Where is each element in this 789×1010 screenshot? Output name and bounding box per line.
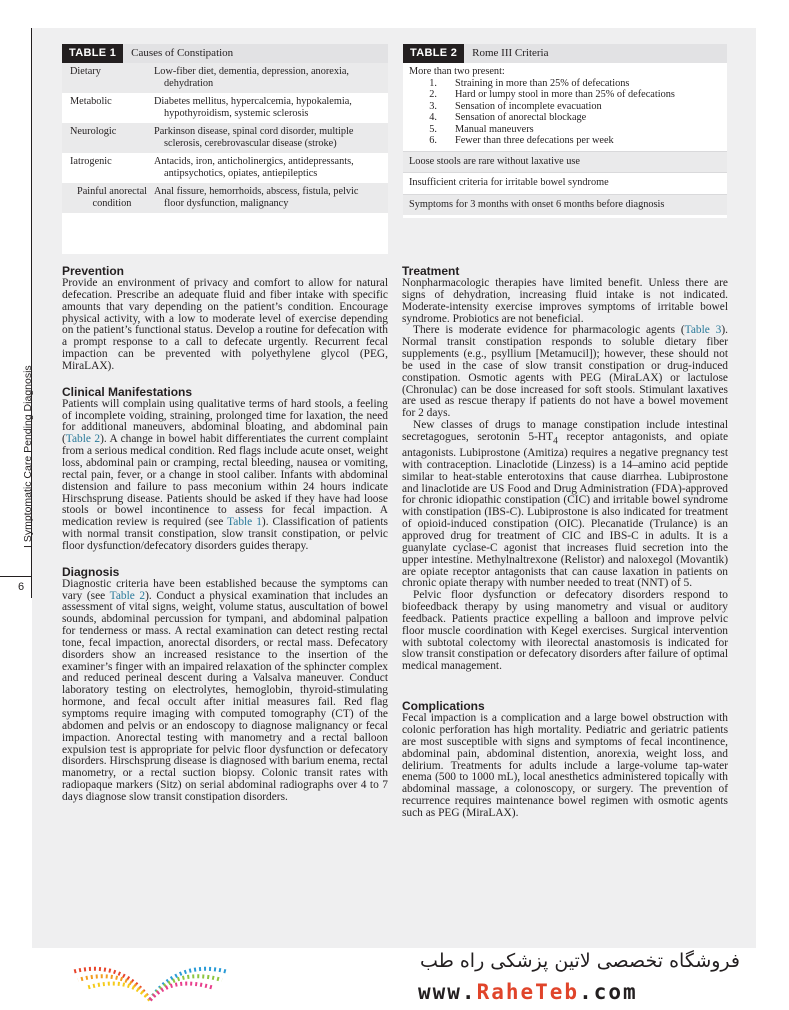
- item-text: Manual maneuvers: [455, 123, 534, 135]
- table-row: [62, 153, 388, 183]
- row-label: Metabolic: [70, 96, 112, 107]
- row-value: [154, 66, 388, 89]
- row-label: Neurologic: [70, 126, 117, 137]
- paragraph: Nonpharmacologic therapies have limited benefit. Unless there are signs of dehydration, increasing fluid intake is not indicated. Moderate-intensity exercise improves symptoms of irritable bowel syndrome. Probiotics are not beneficial.: [402, 277, 728, 325]
- section-heading-clinical-manifestations: Clinical Manifestations: [62, 384, 193, 399]
- text-run: New classes of drugs to manage constipation include intestinal secretagogues, serotonin 5-HT: [402, 419, 728, 443]
- page-number: 6: [18, 581, 25, 593]
- item-text: Straining in more than 25% of defecations: [455, 77, 630, 89]
- item-text: Hard or lumpy stool in more than 25% of defecations: [455, 89, 675, 100]
- section-heading-prevention: Prevention: [62, 264, 125, 278]
- paragraph: Fecal impaction is a complication and a large bowel obstruction with colonic perforation has high mortality. Pediatric and geriatric patients are most susceptible with signs and symptoms of fecal incontinence, abdominal pain, abdominal distention, anorexia, weight loss, and delirium. Treatments for adults include a large-volume tap-water enema (500 to 1000 mL), local anesthetics administered topically with abdominal massage, a colonoscopy, or surgery. The prevention of recurrence requires maintenance bowel regimen with osmotic agents such as PEG (MiraLAX).: [402, 712, 728, 819]
- table-row: Insufficient criteria for irritable bowel syndrome: [403, 172, 727, 194]
- section-heading-treatment: Treatment: [402, 264, 460, 278]
- table-row: Symptoms for 3 months with onset 6 months before diagnosis: [403, 194, 727, 216]
- text-column-right: [402, 264, 728, 820]
- side-rule: [0, 576, 31, 577]
- table-title: Rome III Criteria: [472, 46, 549, 59]
- row-value-line: Anal fissure, hemorrhoids, abscess, fistula, pelvic: [154, 186, 359, 197]
- item-number: 6.: [429, 135, 437, 146]
- item-number: 2.: [429, 89, 437, 100]
- list-item: [409, 135, 721, 151]
- item-number: 1.: [429, 77, 437, 89]
- paragraph: Provide an environment of privacy and comfort to allow for natural defecation. Prescribe an adequate fluid and fiber intake with specific amounts that vary depending on the patient’s condition. Encourage physical activity, with a low to moderate level of exercise depending on the patient’s functional status. Develop a routine for defecation with a prompt response to a call to defecate urgently. Recurrent fecal impaction can be prevented with polyethylene glycol (PEG, MiraLAX).: [62, 277, 388, 372]
- list-item: [409, 112, 721, 124]
- item-number: 4.: [429, 112, 437, 123]
- text-run: ). A change in bowel habit differentiates the current complaint from a serious medical condition. Red flags include acute onset, weight loss, abdominal pain or cramping, rectal bleeding, nausea or vomiting, rectal pain, fever, or a change in stool caliber. Infants with abdominal distension and failure to pass meconium within 24 hours indicate Hirschsprung disease. Patients should be asked if they have had loose stools or bowel incontinence to assess for fecal impaction. A medication review is required (see: [62, 433, 388, 529]
- store-url[interactable]: [418, 980, 638, 1004]
- row-value-line: antipsychotics, opiates, antiepileptics: [164, 167, 318, 179]
- row-value-line: sclerosis, cerebrovascular disease (stroke): [164, 137, 337, 149]
- table-row: [62, 123, 388, 153]
- table-row: [62, 183, 388, 213]
- list-item: [409, 124, 721, 136]
- table-title: Causes of Constipation: [131, 46, 234, 59]
- text-run: ). Normal transit constipation responds to soluble dietary fiber supplements (e.g., psyllium [Metamucil]); however, these should not be used in the case of slow transit constipation or drug-induced constipation. Osmotic agents with PEG (MiraLAX) or lactulose (Chronulac) can be dose increased for soft stools. Stimulant laxatives are used as rescue therapy if patients do not have a bowel movement for 2 days.: [402, 324, 728, 420]
- store-name: فروشگاه تخصصی لاتین پزشکی راه طب: [420, 950, 740, 972]
- book-logo-icon: [60, 950, 240, 1006]
- item-text: Fewer than three defecations per week: [455, 135, 614, 146]
- text-run: Diagnostic criteria have been established because the symptoms can vary (see: [62, 577, 388, 602]
- row-value-line: floor dysfunction, malignancy: [164, 197, 289, 209]
- table-row: Loose stools are rare without laxative use: [403, 151, 727, 173]
- running-head-chapter: I Symptomatic Care Pending Diagnosis: [22, 365, 34, 548]
- table-tag: TABLE 2: [403, 44, 464, 63]
- table-header: [62, 44, 388, 63]
- row-value-line: Antacids, iron, anticholinergics, antidepressants,: [154, 156, 354, 167]
- table-tag: TABLE 1: [62, 44, 123, 63]
- table-rome-iii-criteria: [403, 44, 727, 218]
- table-link[interactable]: Table 2: [65, 433, 101, 446]
- row-value: [154, 186, 388, 209]
- text-run: ). Classification of patients with normal transit constipation, slow transit constipation, or pelvic floor dysfunction/defecatory disorders guides therapy.: [62, 516, 388, 552]
- text-run: receptor antagonists, and opiate antagonists. Lubiprostone (Amitiza) requires a negative pregnancy test with contraception. Linaclotide (Linzess) is a 14–amino acid peptide similar to heat-stable enterotoxins that cause diarrhea. Lubiprostone and linaclotide are US Food and Drug Administration (FDA)-approved for chronic idiopathic constipation (CIC) and irritable bowel syndrome with constipation (IBS-C). Lubiprostone is also indicated for treatment of opioid-induced constipation (OIC). Plecanatide (Trulance) is an approved drug for treatment of CIC and IBS-C in adults. It is a guanylate cyclase-C agonist that increases fluid secretion into the upper intestine. Methylnaltrexone (Relistor) and naloxegol (Movantik) are opiate receptor antagonists that can cause laxation in patients on chronic opiate therapy with number needed to treat (NNT) of 5.: [402, 430, 729, 590]
- row-label: Painful anorectal condition: [76, 186, 148, 209]
- row-value-line: Low-fiber diet, dementia, depression, anorexia,: [154, 66, 349, 77]
- list-item: [409, 101, 721, 113]
- text-run: There is moderate evidence for pharmacologic agents (: [413, 324, 685, 337]
- table-link[interactable]: Table 2: [109, 589, 146, 602]
- subscript: 4: [553, 436, 558, 447]
- section-heading-complications: Complications: [402, 699, 485, 714]
- table-causes-of-constipation: [62, 44, 388, 254]
- text-column-left: [62, 264, 388, 804]
- row-value-line: dehydration: [164, 77, 214, 89]
- paragraph: [402, 420, 728, 590]
- table-link[interactable]: Table 3: [684, 324, 722, 337]
- row-value-line: hypothyroidism, systemic sclerosis: [164, 107, 309, 119]
- row-value: [154, 156, 388, 179]
- paragraph: Pelvic floor dysfunction or defecatory disorders respond to biofeedback therapy by using manometry and visual or auditory feedback. Patients practice expelling a balloon and improve pelvic floor muscle coordination with Kegel exercises. Surgical intervention with subtotal colectomy with ileorectal anastomosis is indicated for slow transit constipation or defecatory disorders after failure of optimal medical management.: [402, 589, 728, 673]
- row-value: [154, 126, 388, 149]
- list-item: [409, 89, 721, 101]
- url-suffix: .com: [579, 980, 638, 1004]
- table-header: [403, 44, 727, 63]
- paragraph: [62, 579, 388, 804]
- criteria-intro: More than two present:: [409, 66, 505, 77]
- row-value-line: Diabetes mellitus, hypercalcemia, hypokalemia,: [154, 96, 352, 107]
- row-value-line: Parkinson disease, spinal cord disorder, multiple: [154, 126, 354, 137]
- table-row: [62, 93, 388, 123]
- row-label: Dietary: [70, 66, 101, 77]
- item-number: 3.: [429, 100, 437, 112]
- item-number: 5.: [429, 123, 437, 135]
- paragraph: [62, 399, 388, 553]
- list-item: [409, 78, 721, 90]
- text-run: Patients will complain using qualitative terms of hard stools, a feeling of incomplete voiding, straining, prolonged time for laxation, the need for additional maneuvers, abdominal bloating, and abdominal pain (: [62, 397, 388, 446]
- section-heading-diagnosis: Diagnosis: [62, 564, 120, 579]
- table-link[interactable]: Table 1: [227, 516, 262, 529]
- url-brand: RaheTeb: [476, 980, 580, 1004]
- criteria-list: [403, 63, 727, 151]
- row-label: Iatrogenic: [70, 156, 112, 167]
- url-prefix: www.: [418, 980, 477, 1004]
- row-value: [154, 96, 388, 119]
- item-text: Sensation of incomplete evacuation: [455, 100, 602, 112]
- text-run: ). Conduct a physical examination that includes an assessment of vital signs, weight, volume status, auscultation of bowel sounds, abdominal percussion for tympani, and abdominal palpation for tenderness or mass. A rectal examination can detect resting rectal tone, fecal impaction, anorectal disorders, or rectal mass. Defecatory disorders show an increased resistance to the insertion of the examiner’s finger with an impaired relaxation of the sphincter complex and reduced perineal descent during a Valsalva maneuver. Conduct laboratory testing on electrolytes, hemoglobin, thyroid-stimulating hormone, and fecal occult after initial measures fail. Red flag symptoms require imaging with computed tomography (CT) of the abdomen and pelvis or an endoscopy to diagnose malignancy or fecal impaction. Anorectal testing with manometry and a rectal balloon expulsion test is appropriate for pelvic floor dysfunction or defecatory disorders. Hirschsprung disease is diagnosed with barium enema, rectal manometry, or a rectal suction biopsy. Colonic transit rates with radiopaque markers (Sitz) on serial abdominal radiographs over 4 to 7 days diagnose slow transit constipation disorders.: [62, 589, 388, 803]
- paragraph: [402, 325, 728, 420]
- table-row: [62, 63, 388, 93]
- item-text: Sensation of anorectal blockage: [455, 112, 587, 123]
